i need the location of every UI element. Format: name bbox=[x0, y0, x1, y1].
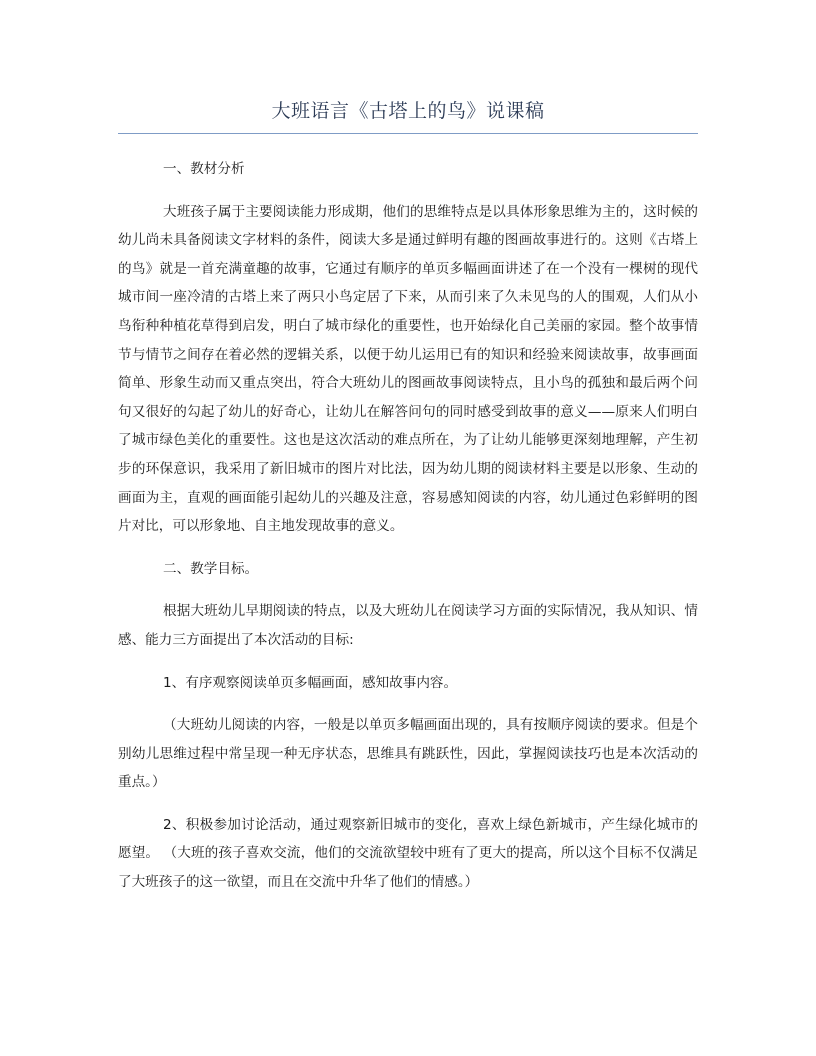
paragraph-analysis: 大班孩子属于主要阅读能力形成期，他们的思维特点是以具体形象思维为主的，这时候的幼儿尚未具备阅读文字材料的条件，阅读大多是通过鲜明有趣的图画故事进行的。这则《古塔上的鸟》就是一首充满童趣的故事，它通过有顺序的单页多幅画面讲述了在一个没有一棵树的现代城市间一座冷清的古塔上来了两只小鸟定居了下来，从而引来了久未见鸟的人的围观，人们从小鸟衔种种植花草得到启发，明白了城市绿化的重要性，也开始绿化自己美丽的家园。整个故事情节与情节之间存在着必然的逻辑关系，以便于幼儿运用已有的知识和经验来阅读故事，故事画面简单、形象生动而又重点突出，符合大班幼儿的图画故事阅读特点，且小鸟的孤独和最后两个问句又很好的勾起了幼儿的好奇心，让幼儿在解答问句的同时感受到故事的意义——原来人们明白了城市绿色美化的重要性。这也是这次活动的难点所在，为了让幼儿能够更深刻地理解，产生初步的环保意识，我采用了新旧城市的图片对比法，因为幼儿期的阅读材料主要是以形象、生动的画面为主，直观的画面能引起幼儿的兴趣及注意，容易感知阅读的内容，幼儿通过色彩鲜明的图片对比，可以形象地、自主地发现故事的意义。 bbox=[118, 203, 698, 535]
section-heading-analysis: 一、教材分析 bbox=[163, 161, 245, 177]
goal-item-1: 1、有序观察阅读单页多幅画面，感知故事内容。 bbox=[163, 674, 458, 691]
goal-item-1-note: （大班幼儿阅读的内容，一般是以单页多幅画面出现的，具有按顺序阅读的要求。但是个别幼儿思维过程中常呈现一种无序状态，思维具有跳跃性，因此，掌握阅读技巧也是本次活动的重点。） bbox=[118, 717, 698, 791]
document-body bbox=[118, 155, 698, 897]
paragraph-goals-intro: 根据大班幼儿早期阅读的特点，以及大班幼儿在阅读学习方面的实际情况，我从知识、情感、能力三方面提出了本次活动的目标: bbox=[118, 603, 698, 648]
section-heading-goals: 二、教学目标。 bbox=[163, 560, 259, 577]
document-title: 大班语言《古塔上的鸟》说课稿 bbox=[271, 100, 545, 122]
title-underline bbox=[118, 133, 698, 134]
goal-item-2: 2、积极参加讨论活动，通过观察新旧城市的变化，喜欢上绿色新城市，产生绿化城市的愿望。 （大班的孩子喜欢交流，他们的交流欲望较中班有了更大的提高，所以这个目标不仅满足了大班孩子的这一欲望，而且在交流中升华了他们的情感。） bbox=[118, 816, 698, 891]
